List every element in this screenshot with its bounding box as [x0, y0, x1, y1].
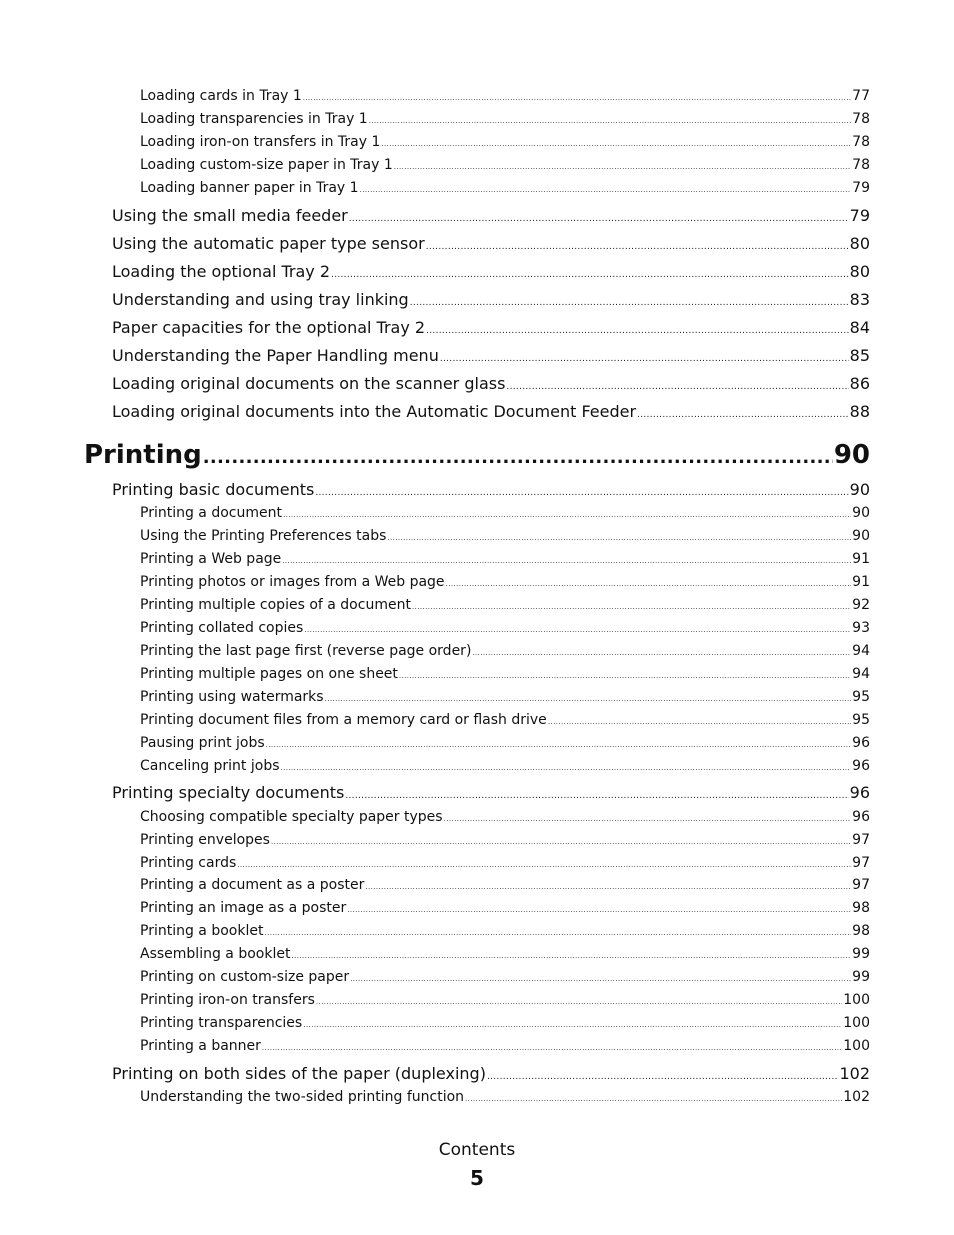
toc-entry[interactable] — [140, 832, 870, 848]
toc-section-page: 83 — [849, 290, 870, 309]
dot-leader — [487, 1072, 839, 1082]
dot-leader — [347, 906, 851, 914]
toc-entry[interactable] — [140, 551, 870, 567]
toc-section-title: Printing on both sides of the paper (duplexing) — [112, 1064, 486, 1083]
toc-chapter-title: Printing — [84, 440, 202, 470]
toc-entry-page: 98 — [852, 923, 870, 939]
toc-entry-page: 90 — [852, 505, 870, 521]
toc-entry-page: 97 — [852, 877, 870, 893]
toc-entry-page: 77 — [852, 88, 870, 104]
dot-leader — [345, 791, 848, 801]
toc-entry-page: 95 — [852, 712, 870, 728]
toc-entry[interactable] — [140, 992, 870, 1008]
dot-leader — [283, 511, 851, 519]
dot-leader — [394, 163, 851, 171]
dot-leader — [262, 1044, 842, 1052]
toc-entry-title: Printing cards — [140, 855, 237, 871]
toc-entry-title: Printing a document as a poster — [140, 877, 365, 893]
toc-entry-title: Printing a document — [140, 505, 282, 521]
toc-section-title: Loading original documents into the Automatic Document Feeder — [112, 402, 637, 421]
dot-leader — [369, 117, 851, 125]
toc-entry[interactable] — [140, 1038, 870, 1054]
toc-entry-page: 90 — [852, 528, 870, 544]
toc-entry[interactable] — [140, 923, 870, 939]
toc-section-title: Printing specialty documents — [112, 783, 345, 802]
toc-entry-page: 79 — [852, 180, 870, 196]
toc-section-title: Paper capacities for the optional Tray 2 — [112, 318, 426, 337]
toc-entry-title: Assembling a booklet — [140, 946, 291, 962]
toc-chapter-page: 90 — [833, 440, 870, 470]
dot-leader — [237, 861, 851, 869]
toc-entry-title: Printing multiple copies of a document — [140, 597, 411, 613]
toc-section-title: Using the small media feeder — [112, 206, 348, 225]
toc-entry[interactable] — [140, 900, 870, 916]
toc-section-page: 96 — [849, 783, 870, 802]
toc-section-title: Understanding and using tray linking — [112, 290, 409, 309]
toc-entry-page: 95 — [852, 689, 870, 705]
toc-section[interactable] — [112, 783, 870, 802]
toc-entry-page: 99 — [852, 969, 870, 985]
dot-leader — [637, 410, 849, 420]
toc-section[interactable] — [112, 374, 870, 393]
toc-entry[interactable] — [140, 620, 870, 636]
toc-entry-title: Using the Printing Preferences tabs — [140, 528, 387, 544]
toc-entry-page: 102 — [843, 1089, 870, 1105]
dot-leader — [465, 1095, 842, 1103]
toc-section[interactable] — [112, 290, 870, 309]
toc-entry-title: Printing a Web page — [140, 551, 282, 567]
toc-entry-title: Printing the last page first (reverse page order) — [140, 643, 472, 659]
toc-entry-page: 98 — [852, 900, 870, 916]
toc-entry-title: Printing on custom-size paper — [140, 969, 350, 985]
dot-leader — [315, 488, 848, 498]
dot-leader — [264, 929, 851, 937]
toc-entry-page: 78 — [852, 157, 870, 173]
toc-entry-page: 94 — [852, 643, 870, 659]
toc-section[interactable] — [112, 346, 870, 365]
toc-entry[interactable] — [140, 111, 870, 127]
toc-section[interactable] — [112, 206, 870, 225]
toc-section-page: 86 — [849, 374, 870, 393]
toc-section-page: 90 — [849, 480, 870, 499]
dot-leader — [271, 838, 851, 846]
toc-entry-title: Choosing compatible specialty paper types — [140, 809, 443, 825]
toc-entry-title: Printing using watermarks — [140, 689, 324, 705]
toc-section-title: Using the automatic paper type sensor — [112, 234, 425, 253]
toc-entry-page: 96 — [852, 758, 870, 774]
toc-section-page: 85 — [849, 346, 870, 365]
toc-entry-title: Understanding the two-sided printing function — [140, 1089, 465, 1105]
dot-leader — [399, 672, 851, 680]
toc-entry[interactable] — [140, 855, 870, 871]
dot-leader — [472, 649, 851, 657]
footer-title: Contents — [438, 1140, 516, 1160]
toc-entry[interactable] — [140, 946, 870, 962]
dot-leader — [266, 741, 852, 749]
toc-entry-title: Printing transparencies — [140, 1015, 303, 1031]
dot-leader — [282, 557, 851, 565]
toc-entry-title: Loading cards in Tray 1 — [140, 88, 302, 104]
toc-section-title: Printing basic documents — [112, 480, 315, 499]
dot-leader — [444, 815, 852, 823]
toc-entry-page: 97 — [852, 855, 870, 871]
toc-entry-page: 78 — [852, 111, 870, 127]
toc-entry-page: 97 — [852, 832, 870, 848]
dot-leader — [281, 764, 852, 772]
toc-entry-title: Loading iron-on transfers in Tray 1 — [140, 134, 381, 150]
toc-section-page: 79 — [849, 206, 870, 225]
toc-entry-page: 93 — [852, 620, 870, 636]
toc-entry-title: Loading transparencies in Tray 1 — [140, 111, 368, 127]
dot-leader — [203, 447, 833, 468]
toc-entry-page: 96 — [852, 809, 870, 825]
dot-leader — [291, 952, 851, 960]
toc-entry-title: Printing collated copies — [140, 620, 304, 636]
dot-leader — [303, 94, 851, 102]
toc-section-page: 88 — [849, 402, 870, 421]
toc-entry[interactable] — [140, 505, 870, 521]
toc-entry-page: 99 — [852, 946, 870, 962]
dot-leader — [426, 242, 849, 252]
toc-section-title: Understanding the Paper Handling menu — [112, 346, 439, 365]
toc-entry[interactable] — [140, 877, 870, 893]
dot-leader — [325, 695, 852, 703]
toc-chapter[interactable] — [84, 440, 870, 470]
toc-section[interactable] — [112, 262, 870, 281]
dot-leader — [316, 998, 842, 1006]
dot-leader — [506, 382, 848, 392]
toc-entry-title: Printing multiple pages on one sheet — [140, 666, 398, 682]
dot-leader — [426, 326, 849, 336]
toc-section-title: Loading the optional Tray 2 — [112, 262, 331, 281]
toc-entry-title: Printing iron-on transfers — [140, 992, 315, 1008]
toc-entry[interactable] — [140, 1015, 870, 1031]
toc-section-page: 102 — [839, 1064, 870, 1083]
toc-entry-title: Printing envelopes — [140, 832, 270, 848]
page-number: 5 — [470, 1166, 484, 1190]
toc-entry-page: 78 — [852, 134, 870, 150]
toc-entry-title: Printing document files from a memory card or flash drive — [140, 712, 547, 728]
toc-entry[interactable] — [140, 643, 870, 659]
toc-entry-title: Printing a banner — [140, 1038, 261, 1054]
dot-leader — [387, 534, 851, 542]
toc-section-page: 80 — [849, 234, 870, 253]
toc-section-page: 84 — [849, 318, 870, 337]
toc-entry[interactable] — [140, 180, 870, 196]
toc-entry[interactable] — [140, 809, 870, 825]
toc-entry-page: 100 — [843, 1015, 870, 1031]
toc-entry[interactable] — [140, 157, 870, 173]
dot-leader — [349, 214, 849, 224]
dot-leader — [381, 140, 851, 148]
dot-leader — [331, 270, 849, 280]
toc-entry[interactable] — [140, 758, 870, 774]
toc-section-title: Loading original documents on the scanner glass — [112, 374, 506, 393]
toc-entry[interactable] — [140, 1089, 870, 1105]
toc-entry-page: 100 — [843, 1038, 870, 1054]
toc-entry-page: 92 — [852, 597, 870, 613]
toc-entry-page: 94 — [852, 666, 870, 682]
toc-entry-page: 100 — [843, 992, 870, 1008]
toc-section[interactable] — [112, 1064, 870, 1083]
dot-leader — [303, 1021, 842, 1029]
dot-leader — [440, 354, 849, 364]
dot-leader — [412, 603, 851, 611]
dot-leader — [350, 975, 851, 983]
toc-entry[interactable] — [140, 689, 870, 705]
toc-entry-title: Printing a booklet — [140, 923, 264, 939]
toc-section[interactable] — [112, 234, 870, 253]
toc-entry-title: Printing photos or images from a Web page — [140, 574, 445, 590]
toc-section-page: 80 — [849, 262, 870, 281]
toc-entry[interactable] — [140, 528, 870, 544]
toc-entry[interactable] — [140, 134, 870, 150]
toc-entry-page: 96 — [852, 735, 870, 751]
toc-entry-page: 91 — [852, 551, 870, 567]
toc-entry[interactable] — [140, 574, 870, 590]
toc-entry-title: Loading custom-size paper in Tray 1 — [140, 157, 393, 173]
toc-section[interactable] — [112, 402, 870, 421]
toc-section[interactable] — [112, 480, 870, 499]
toc-entry-title: Canceling print jobs — [140, 758, 280, 774]
dot-leader — [365, 883, 851, 891]
toc-entry-title: Loading banner paper in Tray 1 — [140, 180, 359, 196]
toc-section[interactable] — [112, 318, 870, 337]
dot-leader — [304, 626, 851, 634]
toc-entry[interactable] — [140, 597, 870, 613]
dot-leader — [446, 580, 852, 588]
dot-leader — [410, 298, 849, 308]
toc-entry[interactable] — [140, 712, 870, 728]
toc-entry-title: Pausing print jobs — [140, 735, 265, 751]
toc-entry[interactable] — [140, 969, 870, 985]
toc-entry[interactable] — [140, 735, 870, 751]
toc-entry[interactable] — [140, 88, 870, 104]
toc-entry[interactable] — [140, 666, 870, 682]
toc-entry-title: Printing an image as a poster — [140, 900, 347, 916]
toc-entry-page: 91 — [852, 574, 870, 590]
dot-leader — [548, 718, 851, 726]
dot-leader — [360, 186, 852, 194]
